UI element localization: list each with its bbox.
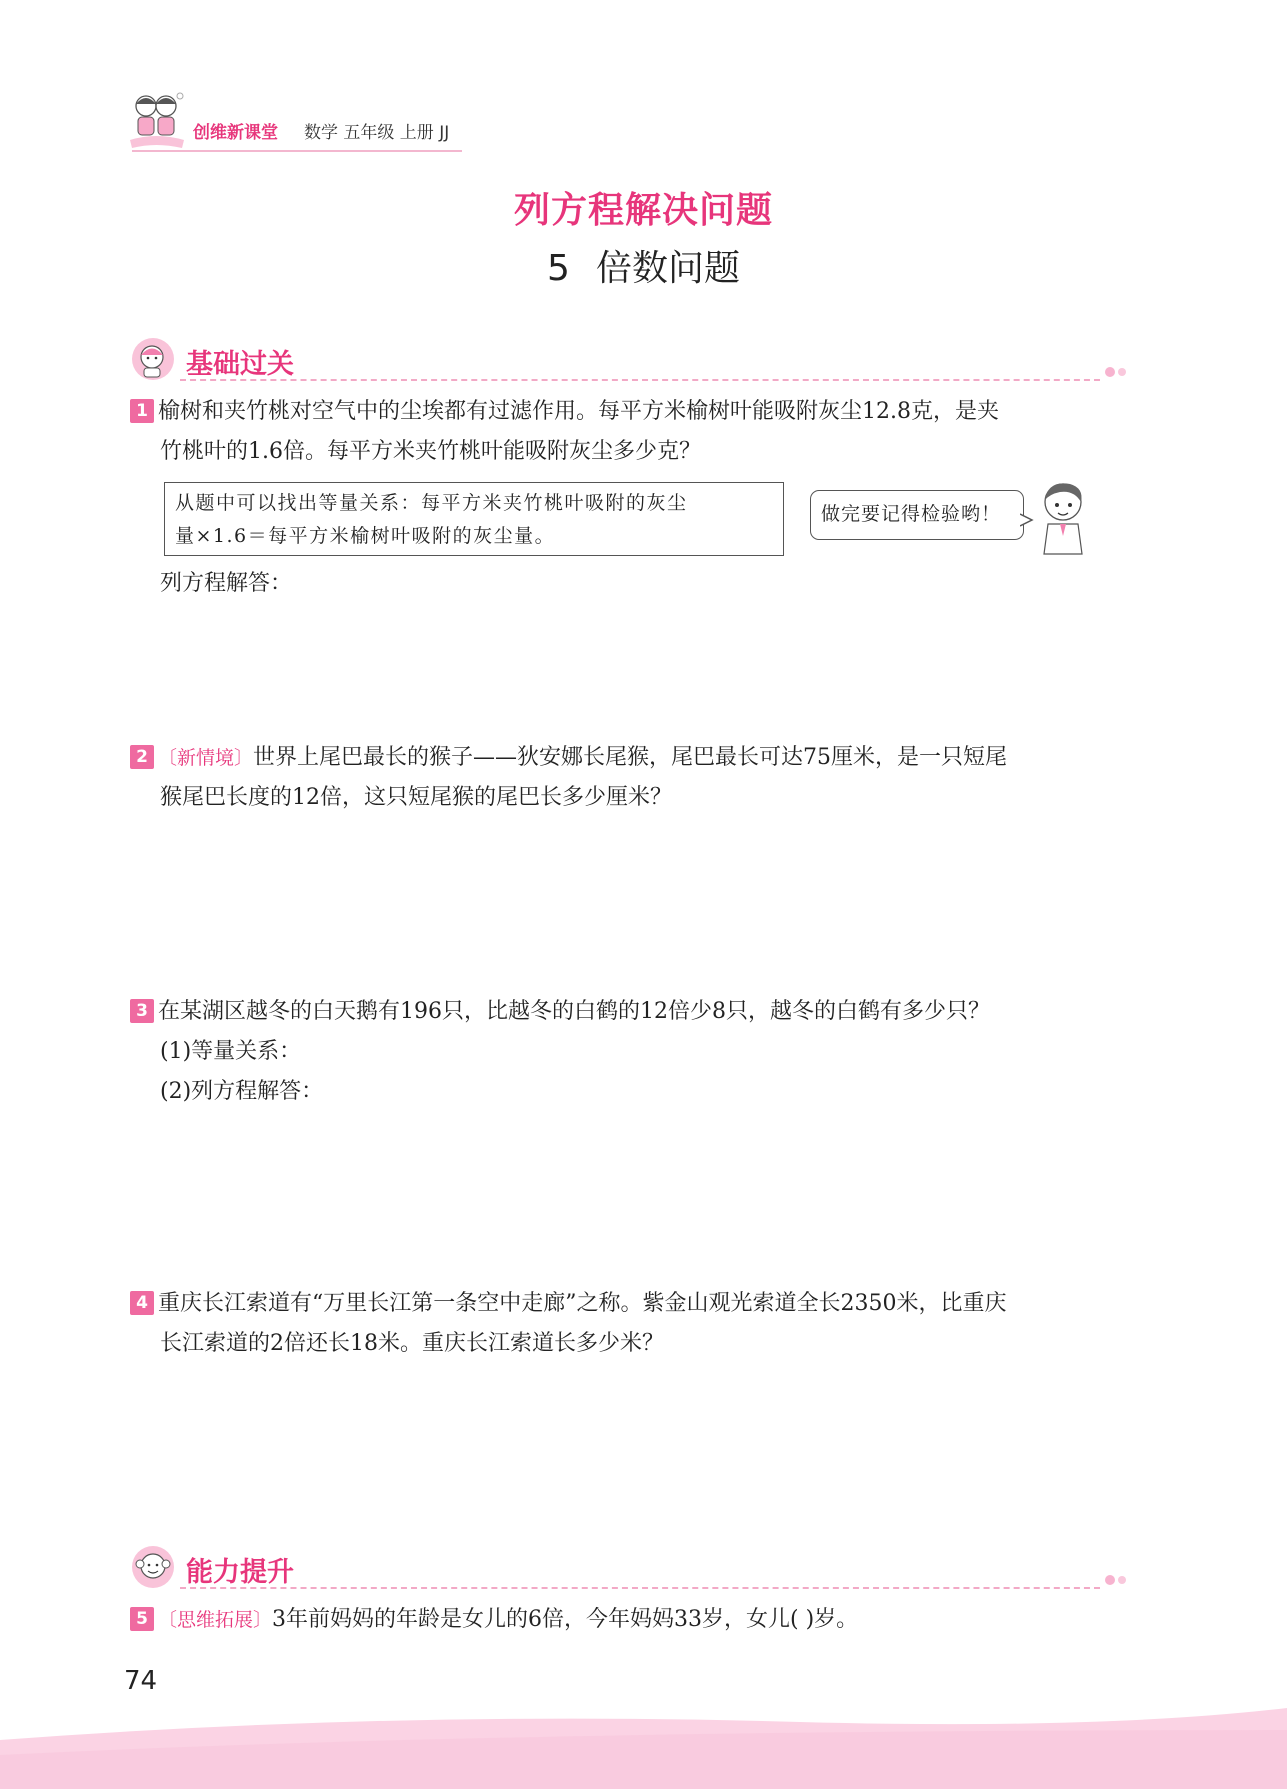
brand-name: 创维新课堂 bbox=[193, 123, 278, 143]
footer-band bbox=[0, 1700, 1287, 1789]
decorative-dots-icon bbox=[1104, 365, 1130, 379]
question-3-sub-2: (2)列方程解答： bbox=[160, 1079, 324, 1104]
question-number-badge: 3 bbox=[130, 999, 154, 1023]
question-4-text-1: 重庆长江索道有“万里长江第一条空中走廊”之称。紫金山观光索道全长2350米，比重庆 bbox=[158, 1291, 1007, 1316]
decorative-dots-icon bbox=[1104, 1573, 1130, 1587]
lesson-name: 倍数问题 bbox=[595, 248, 740, 289]
question-2-line-1 bbox=[130, 738, 1007, 778]
question-number-badge: 5 bbox=[130, 1607, 154, 1631]
monkey-section-icon bbox=[130, 1544, 176, 1590]
question-1-line-1 bbox=[130, 392, 999, 432]
question-3-sub-1: (1)等量关系： bbox=[160, 1039, 302, 1064]
chapter-title: 列方程解决问题 bbox=[513, 190, 773, 231]
question-1-line-2: 竹桃叶的1.6倍。每平方米夹竹桃叶能吸附灰尘多少克？ bbox=[160, 439, 701, 464]
question-2-line-2: 猴尾巴长度的12倍，这只短尾猴的尾巴长多少厘米？ bbox=[160, 785, 672, 810]
page-number: 74 bbox=[124, 1666, 158, 1696]
book-subject: 数学 五年级 上册 JJ bbox=[304, 123, 450, 143]
question-5-text-1: 3年前妈妈的年龄是女儿的6倍，今年妈妈33岁，女儿( )岁。 bbox=[272, 1607, 859, 1632]
question-number-badge: 1 bbox=[130, 399, 154, 423]
section-divider-advanced bbox=[180, 1587, 1100, 1589]
hint-box bbox=[164, 482, 784, 556]
question-1-text-1: 榆树和夹竹桃对空气中的尘埃都有过滤作用。每平方米榆树叶能吸附灰尘12.8克，是夹 bbox=[158, 399, 999, 424]
hint-line-2: 量×1.6＝每平方米榆树叶吸附的灰尘量。 bbox=[175, 525, 556, 547]
question-number-badge: 2 bbox=[130, 745, 154, 769]
question-1-answer-label: 列方程解答： bbox=[160, 571, 293, 596]
speech-bubble: 做完要记得检验哟！ bbox=[810, 490, 1024, 540]
section-title-advanced: 能力提升 bbox=[186, 1557, 294, 1588]
section-divider-basic bbox=[180, 379, 1100, 381]
question-number-badge: 4 bbox=[130, 1291, 154, 1315]
question-2-text-1: 世界上尾巴最长的猴子——狄安娜长尾猴，尾巴最长可达75厘米，是一只短尾 bbox=[253, 745, 1008, 770]
lesson-number: 5 bbox=[547, 248, 570, 289]
question-3-text-1: 在某湖区越冬的白天鹅有196只，比越冬的白鹤的12倍少8只，越冬的白鹤有多少只？ bbox=[158, 999, 990, 1024]
lesson-title bbox=[0, 240, 1287, 291]
header-underline bbox=[132, 150, 462, 152]
question-4-line-2: 长江索道的2倍还长18米。重庆长江索道长多少米？ bbox=[160, 1331, 664, 1356]
question-tag: 〔新情境〕 bbox=[158, 747, 254, 769]
section-title-basic: 基础过关 bbox=[186, 349, 294, 380]
girl-section-icon bbox=[130, 336, 176, 382]
question-4-line-1 bbox=[130, 1284, 1007, 1324]
boy-character-icon bbox=[1030, 478, 1096, 558]
question-5-line-1 bbox=[130, 1600, 858, 1640]
question-3-line-1 bbox=[130, 992, 990, 1032]
question-tag: 〔思维拓展〕 bbox=[158, 1609, 273, 1631]
kids-mascot-logo bbox=[126, 90, 188, 152]
hint-line-1: 从题中可以找出等量关系：每平方米夹竹桃叶吸附的灰尘 bbox=[175, 492, 688, 514]
